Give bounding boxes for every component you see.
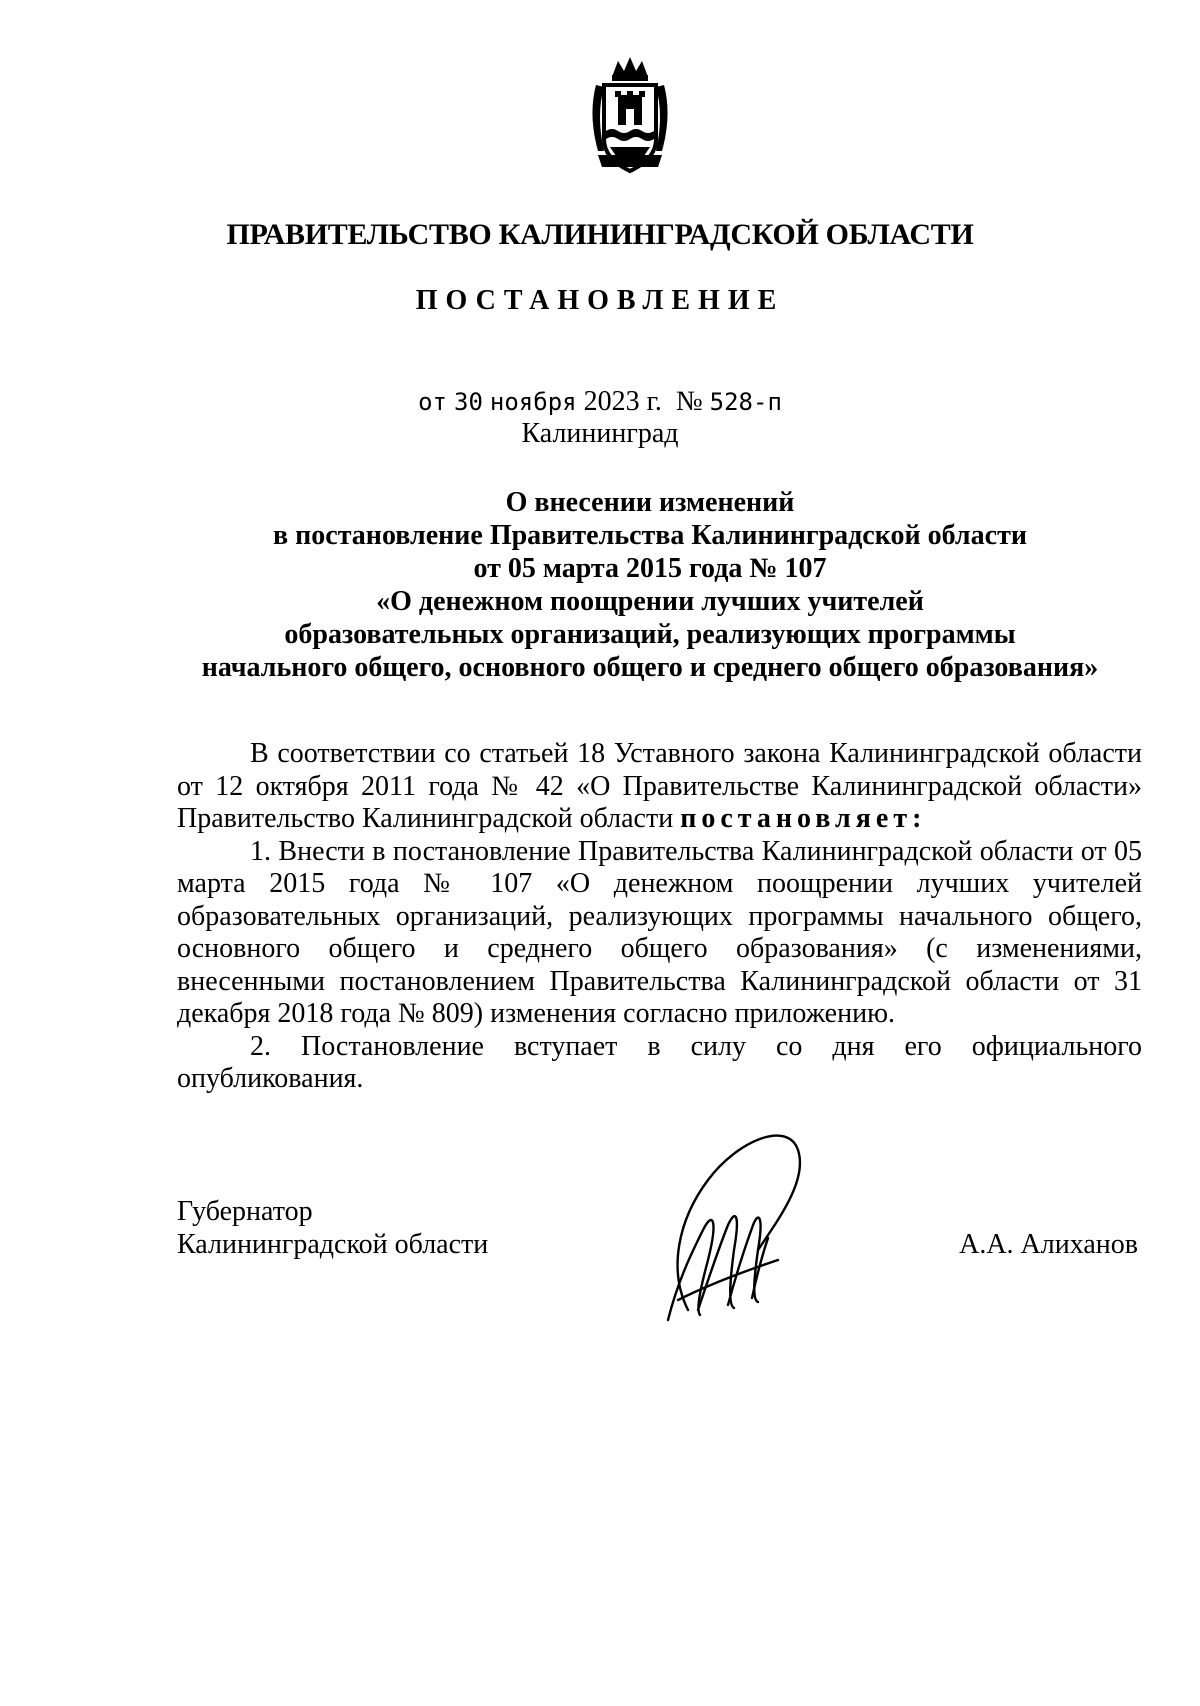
position-line: Губернатор: [177, 1196, 313, 1227]
number-sign: №: [675, 386, 703, 417]
position-line: Калининградской области: [177, 1229, 489, 1260]
resolves-word: постановляет:: [680, 803, 927, 834]
date-month: ноября: [489, 388, 577, 416]
document-body: [177, 738, 1142, 1096]
organization-heading: ПРАВИТЕЛЬСТВО КАЛИНИНГРАДСКОЙ ОБЛАСТИ: [226, 218, 974, 251]
document-type-heading: ПОСТАНОВЛЕНИЕ: [415, 285, 785, 316]
city-name: Калининград: [521, 418, 679, 449]
handwritten-signature-icon: [648, 1110, 828, 1340]
document-number: 528-п: [709, 388, 782, 416]
item-1-paragraph: 1. Внести в постановление Правительства Калининградской области от 05 марта 2015 года № 107 «О денежном поощрении лучших учителей образовательных организаций, реализующих программы начального общего, основного общего и среднего общего образования» (с изменениями, внесенными постановлением Правительства Калининградской области от 31 декабря 2018 года № 809) изменения согласно приложению.: [177, 835, 1142, 1029]
signatory-name: А.А. Алиханов: [959, 1229, 1138, 1260]
date-prefix: от: [418, 388, 447, 416]
date-day: 30: [454, 388, 483, 416]
title-line: в постановление Правительства Калининградской области: [273, 520, 1027, 551]
preamble-text: В соответствии со статьей 18 Уставного закона Калининградской области от 12 октября 2011 года № 42 «О Правительстве Калининградской области» Правительство Калининградской области: [177, 738, 1142, 834]
title-line: начального общего, основного общего и среднего общего образования»: [201, 652, 1099, 683]
title-line: О внесении изменений: [505, 487, 795, 518]
preamble-paragraph: [177, 738, 1142, 836]
date-year: 2023 г.: [583, 386, 662, 417]
document-title: [190, 486, 1110, 684]
document-date-number: [0, 386, 1200, 418]
title-line: «О денежном поощрении лучших учителей: [376, 586, 924, 617]
coat-of-arms-icon: [582, 55, 678, 177]
signatory-position: [177, 1195, 488, 1261]
title-line: образовательных организаций, реализующих программы: [284, 619, 1016, 650]
item-2-paragraph: 2. Постановление вступает в силу со дня его официального опубликования.: [177, 1030, 1142, 1094]
title-line: от 05 марта 2015 года № 107: [473, 553, 827, 584]
